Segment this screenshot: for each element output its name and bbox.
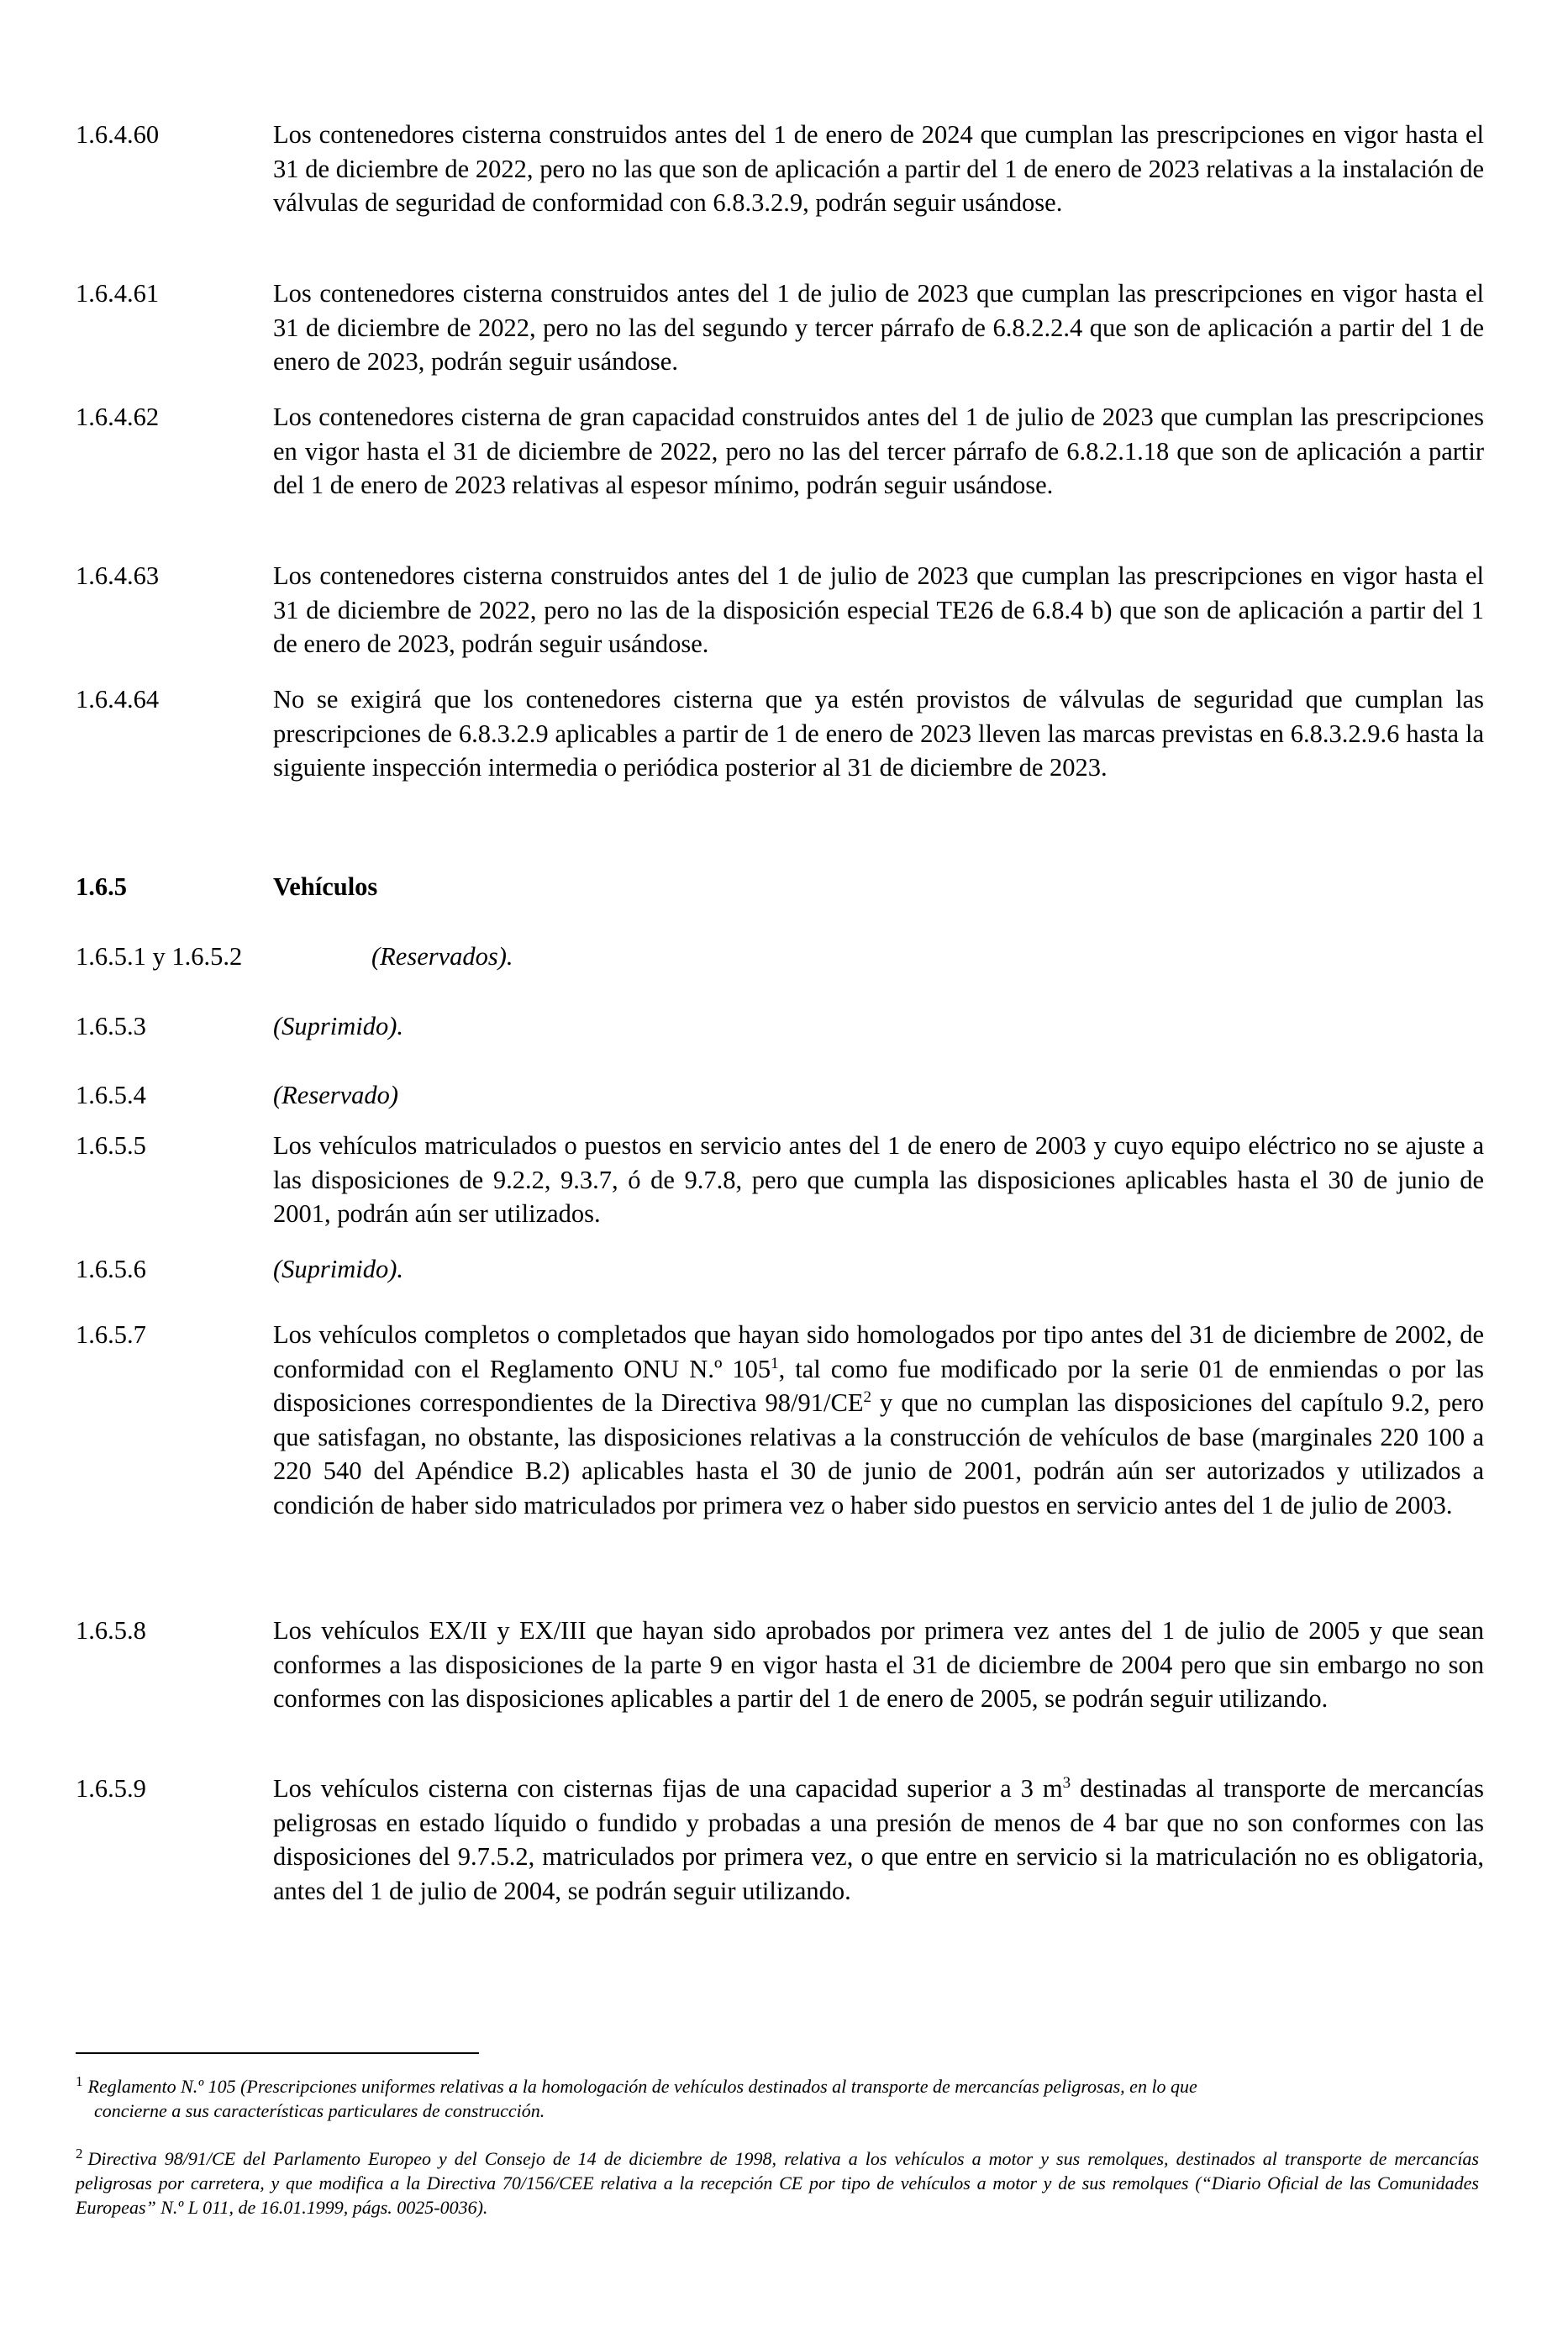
paragraph-1.6.5.5 (76, 1129, 1484, 1231)
footnote-mark: 2 (76, 2145, 83, 2162)
footnote-separator (76, 2052, 479, 2054)
paragraph-number: 1.6.5.6 (76, 1255, 146, 1283)
paragraph-1.6.5.3 (76, 1009, 1484, 1044)
paragraph-text: Los vehículos cisterna con cisternas fijas de una capacidad superior a 3 $m^3$ destinadas al transporte de mercancías peligrosas en estado líquido o fundido y probadas a una presión de menos de 4 bar que no son conformes con las disposiciones del 9.7.5.2, matriculados por primera vez, o que entre en servicio si la matriculación no es obligatoria, antes del 1 de julio de 2004, se podrán seguir utilizando. (273, 1773, 1484, 1905)
paragraph-1.6.4.62 (76, 400, 1484, 503)
paragraph-text: Los contenedores cisterna de gran capacidad construidos antes del 1 de julio de 2023 que cumplan las prescripciones en vigor hasta el 31 de diciembre de 2022, pero no las del tercer párrafo de 6.8.2.1.18 que son de aplicación a partir del 1 de enero de 2023 relativas al espesor mínimo, podrán seguir usándose. (273, 403, 1484, 499)
paragraph-text: (Suprimido). (273, 1012, 404, 1040)
paragraph-text: (Reservados). (371, 942, 513, 971)
footnote-mark: 1 (76, 2072, 83, 2089)
paragraph-number: 1.6.5.9 (76, 1774, 146, 1803)
paragraph-number: 1.6.4.60 (76, 120, 160, 149)
section-title: Vehículos (273, 872, 378, 901)
paragraph-number: 1.6.4.63 (76, 561, 160, 590)
paragraph-1.6.4.63 (76, 559, 1484, 661)
paragraph-number: 1.6.5.3 (76, 1012, 146, 1040)
paragraph-text: Los vehículos completos o completados que hayan sido homologados por tipo antes del 31 de diciembre de 2002, de conformidad con el Reglamento ONU N.º $105^1$, tal como fue modificado por la serie 01 de enmiendas o por las disposiciones correspondientes de la Directiva $98/91/CE^2$ y que no cumplan las disposiciones del capítulo 9.2, pero que satisfagan, no obstante, las disposiciones relativas a la construcción de vehículos de base (marginales 220 100 a 220 540 del Apéndice B.2) aplicables hasta el 30 de junio de 2001, podrán aún ser autorizados y utilizados a condición de haber sido matriculados por primera vez o haber sido puestos en servicio antes del 1 de julio de 2003. (273, 1320, 1485, 1519)
footnote-1 (76, 2074, 1479, 2123)
paragraph-number: 1.6.5.4 (76, 1081, 146, 1109)
paragraph-text: (Suprimido). (273, 1255, 404, 1283)
section-number: 1.6.5 (76, 872, 127, 901)
paragraph-number: 1.6.5.1 y 1.6.5.2 (76, 942, 243, 971)
paragraph-number: 1.6.4.61 (76, 279, 160, 308)
footnote-text-continued: concierne a sus características particulares de construcción. (94, 2100, 545, 2121)
footnote-text: Reglamento N.º 105 (Prescripciones uniformes relativas a la homologación de vehículos destinados al transporte de mercancías peligrosas, en lo que (87, 2076, 1197, 2097)
paragraph-1.6.4.61 (76, 276, 1484, 379)
paragraph-1.6.5.9 (76, 1772, 1484, 1908)
paragraph-1.6.5.6 (76, 1252, 1484, 1287)
footnote-ref-1[interactable]: 1 (771, 1354, 779, 1372)
paragraph-number: 1.6.4.62 (76, 403, 160, 431)
paragraph-1.6.4.64 (76, 682, 1484, 785)
paragraph-1.6.5.7 (76, 1318, 1484, 1522)
paragraph-1.6.5.1-1.6.5.2 (76, 940, 1484, 974)
footnote-ref-2[interactable]: 2 (863, 1388, 871, 1406)
paragraph-number: 1.6.4.64 (76, 685, 160, 714)
paragraph-number: 1.6.5.5 (76, 1131, 146, 1160)
paragraph-text: Los vehículos matriculados o puestos en servicio antes del 1 de enero de 2003 y cuyo equipo eléctrico no se ajuste a las disposiciones de 9.2.2, 9.3.7, ó de 9.7.8, pero que cumpla las disposiciones aplicables hasta el 30 de junio de 2001, podrán aún ser utilizados. (273, 1131, 1484, 1228)
paragraph-text: (Reservado) (273, 1081, 399, 1109)
paragraph-1.6.5.8 (76, 1614, 1484, 1716)
paragraph-number: 1.6.5.7 (76, 1320, 146, 1349)
paragraph-text: Los contenedores cisterna construidos antes del 1 de enero de 2024 que cumplan las prescripciones en vigor hasta el 31 de diciembre de 2022, pero no las que son de aplicación a partir del 1 de enero de 2023 relativas a la instalación de válvulas de seguridad de conformidad con 6.8.3.2.9, podrán seguir usándose. (273, 120, 1484, 217)
paragraph-1.6.5.4 (76, 1078, 1484, 1113)
paragraph-text: No se exigirá que los contenedores cisterna que ya estén provistos de válvulas de seguridad que cumplan las prescripciones de 6.8.3.2.9 aplicables a partir de 1 de enero de 2023 lleven las marcas previstas en 6.8.3.2.9.6 hasta la siguiente inspección intermedia o periódica posterior al 31 de diciembre de 2023. (273, 685, 1484, 782)
section-heading (76, 870, 1484, 904)
paragraph-1.6.4.60 (76, 118, 1484, 220)
footnote-2 (76, 2146, 1479, 2220)
paragraph-number: 1.6.5.8 (76, 1616, 146, 1645)
footnote-text: Directiva 98/91/CE del Parlamento Europeo y del Consejo de 14 de diciembre de 1998, relativa a los vehículos a motor y sus remolques, destinados al transporte de mercancías peligrosas por carretera, y que modifica a la Directiva 70/156/CEE relativa a la recepción CE por tipo de vehículos a motor y de sus remolques (“Diario Oficial de las Comunidades Europeas” N.º L 011, de 16.01.1999, págs. 0025-0036). (76, 2148, 1479, 2218)
paragraph-text: Los vehículos EX/II y EX/III que hayan sido aprobados por primera vez antes del 1 de julio de 2005 y que sean conformes a las disposiciones de la parte 9 en vigor hasta el 31 de diciembre de 2004 pero que sin embargo no son conformes con las disposiciones aplicables a partir del 1 de enero de 2005, se podrán seguir utilizando. (273, 1616, 1484, 1713)
paragraph-text: Los contenedores cisterna construidos antes del 1 de julio de 2023 que cumplan las prescripciones en vigor hasta el 31 de diciembre de 2022, pero no las de la disposición especial TE26 de 6.8.4 b) que son de aplicación a partir del 1 de enero de 2023, podrán seguir usándose. (273, 561, 1484, 658)
paragraph-text: Los contenedores cisterna construidos antes del 1 de julio de 2023 que cumplan las prescripciones en vigor hasta el 31 de diciembre de 2022, pero no las del segundo y tercer párrafo de 6.8.2.2.4 que son de aplicación a partir del 1 de enero de 2023, podrán seguir usándose. (273, 279, 1484, 376)
